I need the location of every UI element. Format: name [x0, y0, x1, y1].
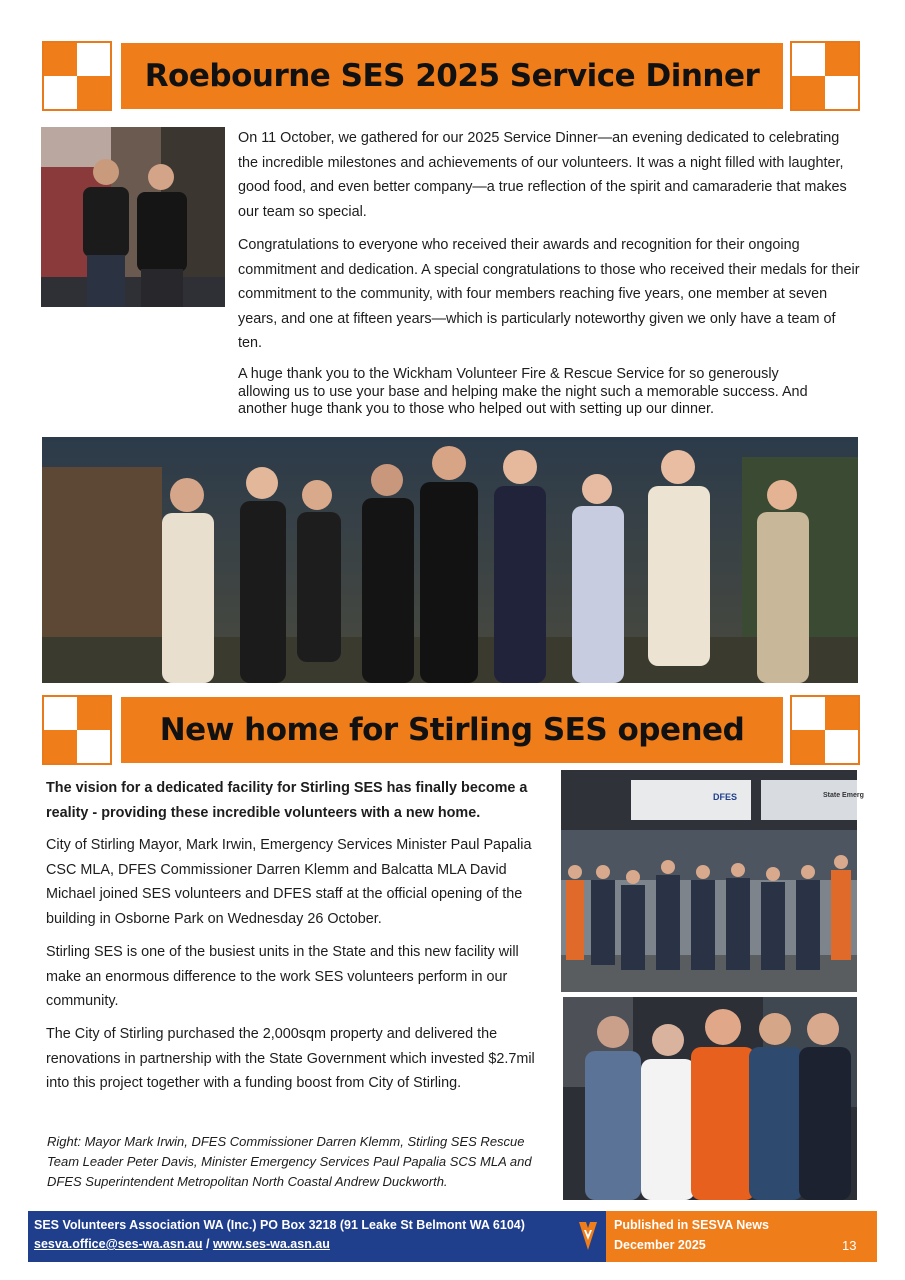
footer-website-link[interactable]: www.ses-wa.asn.au — [212, 1237, 330, 1251]
page-footer — [28, 1211, 877, 1262]
sesva-logo-icon — [577, 1220, 599, 1252]
footer-issue: December 2025 — [614, 1238, 706, 1252]
section2-paragraph-3: The City of Stirling purchased the 2,000sqm property and delivered the renovations in partnership with the State Government which invested $2.7mil into this project together with a funding boost from City of Stirling. — [46, 1026, 535, 1091]
checker-block-right-2 — [790, 695, 860, 765]
footer-separator: / — [202, 1237, 213, 1251]
footer-links — [34, 1237, 330, 1251]
checker-block-left-1 — [42, 41, 112, 111]
page-number: 13 — [842, 1238, 857, 1253]
photo-dignitaries — [563, 997, 857, 1200]
building-sign-state: State Emerg — [823, 792, 864, 799]
footer-org-line: SES Volunteers Association WA (Inc.) PO Box 3218 (91 Leake St Belmont WA 6104) — [34, 1218, 525, 1232]
footer-contact-panel — [28, 1211, 606, 1262]
footer-publication-panel — [606, 1211, 877, 1262]
section2-paragraph-2: Stirling SES is one of the busiest units in the State and this new facility will make an enormous difference to the work SES volunteers perform in our community. — [46, 944, 519, 1009]
checker-block-right-1 — [790, 41, 860, 111]
section1-paragraph-2: Congratulations to everyone who received their awards and recognition for their ongoing commitment and dedication. A special congratulations to those who received their medals for their commitment to the community, with four members reaching five years, one member at seven years, and one at fifteen years—which is particularly noteworthy given we only have a team of ten. — [238, 237, 860, 351]
section-title-2: New home for Stirling SES opened — [121, 697, 783, 763]
footer-published: Published in SESVA News — [614, 1218, 769, 1232]
checker-block-left-2 — [42, 695, 112, 765]
footer-email-link[interactable]: sesva.office@ses-wa.asn.au — [34, 1237, 203, 1251]
section2-lead: The vision for a dedicated facility for Stirling SES has finally become a reality - providing these incredible volunteers with a new home. — [46, 780, 528, 821]
section-title-1: Roebourne SES 2025 Service Dinner — [121, 43, 783, 109]
building-sign-dfes: DFES — [713, 792, 738, 802]
section2-paragraph-1: City of Stirling Mayor, Mark Irwin, Emergency Services Minister Paul Papalia CSC MLA, DFES Commissioner Darren Klemm and Balcatta MLA David Michael joined SES volunteers and DFES staff at the official opening of the building in Osborne Park on Wednesday 26 October. — [46, 837, 532, 927]
section1-paragraph-1: On 11 October, we gathered for our 2025 Service Dinner—an evening dedicated to celebrating the incredible milestones and achievements of our volunteers. It was a night filled with laughter, good food, and even better company—a true reflection of the spirit and camaraderie that makes our team so special. — [238, 130, 847, 220]
section1-paragraph-3: A huge thank you to the Wickham Volunteer Fire & Rescue Service for so generously allowing us to use your base and helping make the night such a memorable success. And another huge thank you to those who helped out with setting up our dinner. — [238, 366, 808, 417]
photo-two-volunteers — [41, 127, 225, 307]
photo-group-dinner — [42, 437, 858, 683]
photo-caption: Right: Mayor Mark Irwin, DFES Commissioner Darren Klemm, Stirling SES Rescue Team Leader Peter Davis, Minister Emergency Services Paul Papalia SCS MLA and DFES Superintendent Metropolitan North Coastal Andrew Duckworth. — [47, 1134, 532, 1189]
photo-building-opening — [561, 770, 864, 992]
